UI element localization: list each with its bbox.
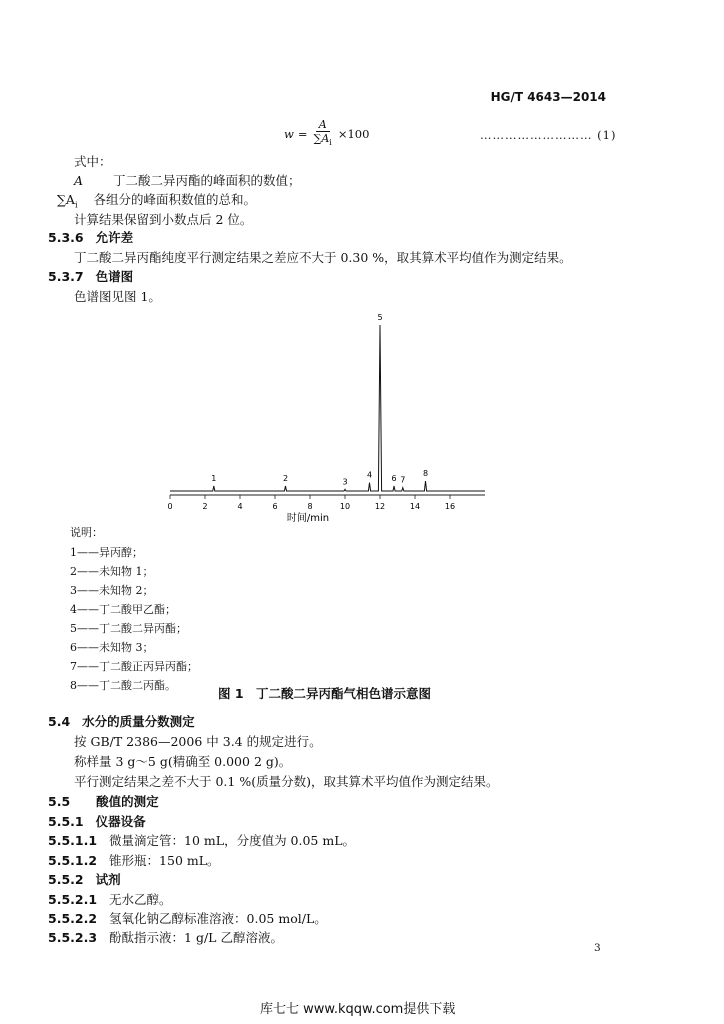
section-text: 氢氧化钠乙醇标准溶液：0.05 mol/L。 xyxy=(109,911,327,926)
x-tick-label: 6 xyxy=(272,502,278,511)
x-tick-label: 0 xyxy=(167,502,173,511)
where-item-sum xyxy=(57,190,256,210)
section-number: 5.5.2 xyxy=(48,872,84,887)
section-5-3-6-heading xyxy=(48,228,133,246)
section-5-3-7-heading xyxy=(48,267,133,285)
where-symbol-a: A xyxy=(74,173,84,188)
x-tick-label: 10 xyxy=(339,502,351,511)
x-tick-label: 14 xyxy=(409,502,421,511)
formula-eq: = xyxy=(297,126,308,141)
section-5-5-2-2 xyxy=(48,909,327,927)
x-axis-label: 时间/min xyxy=(286,513,330,524)
section-number: 5.5.2.3 xyxy=(48,930,98,945)
section-text: 微量滴定管：10 mL，分度值为 0.05 mL。 xyxy=(109,833,356,848)
chromatogram-trace xyxy=(170,325,485,491)
section-number: 5.5 xyxy=(48,794,71,809)
section-5-5-1-heading xyxy=(48,812,146,830)
formula-lhs: w xyxy=(284,126,294,141)
peak-label: 2 xyxy=(282,474,289,483)
where-symbol-sum: ∑A xyxy=(57,192,75,207)
peak-label: 1 xyxy=(211,474,217,483)
where-intro: 式中： xyxy=(74,154,112,169)
section-number: 5.5.2.1 xyxy=(48,892,98,907)
section-5-5-1-2 xyxy=(48,851,220,869)
legend-item: 3——未知物 2； xyxy=(70,584,154,597)
section-5-4-line: 按 GB/T 2386—2006 中 3.4 的规定进行。 xyxy=(74,734,322,749)
section-number: 5.3.7 xyxy=(48,269,84,284)
peak-label: 7 xyxy=(400,475,406,485)
section-number: 5.5.1.1 xyxy=(48,833,98,848)
formula-number xyxy=(480,128,616,142)
peak-label: 3 xyxy=(342,477,348,487)
legend-item: 2——未知物 1； xyxy=(70,565,154,578)
section-5-5-heading xyxy=(48,792,159,810)
x-tick-label: 12 xyxy=(374,502,386,511)
x-tick-label: 16 xyxy=(444,502,456,511)
section-number: 5.5.1 xyxy=(48,814,84,829)
section-5-5-2-heading xyxy=(48,870,121,888)
section-title: 允许差 xyxy=(95,230,134,245)
formula-1 xyxy=(284,118,369,149)
legend-item: 8——丁二酸二丙酯。 xyxy=(70,679,176,692)
section-5-5-2-3 xyxy=(48,928,283,946)
formula-dots: ……………………… xyxy=(480,128,593,142)
legend-item: 7——丁二酸正丙异丙酯； xyxy=(70,660,198,673)
formula-number-label: (1) xyxy=(597,128,617,142)
rounding-note: 计算结果保留到小数点后 2 位。 xyxy=(74,212,253,227)
x-tick-label: 8 xyxy=(307,502,313,511)
where-item-a xyxy=(74,171,301,189)
section-number: 5.5.2.2 xyxy=(48,911,98,926)
section-number: 5.5.1.2 xyxy=(48,853,98,868)
section-5-4-line: 称样量 3 g～5 g(精确至 0.000 2 g)。 xyxy=(74,754,292,769)
legend-title: 说明： xyxy=(70,526,103,539)
formula-denominator xyxy=(311,132,333,149)
section-5-4-line: 平行测定结果之差不大于 0.1 %(质量分数)，取其算术平均值作为测定结果。 xyxy=(74,774,499,789)
section-title: 仪器设备 xyxy=(95,814,146,829)
section-number: 5.4 xyxy=(48,714,71,729)
formula-fraction xyxy=(311,118,333,149)
page-number: 3 xyxy=(594,942,601,954)
peak-label: 8 xyxy=(422,469,429,478)
peak-label: 6 xyxy=(391,474,397,483)
section-text: 酚酞指示液：1 g/L 乙醇溶液。 xyxy=(109,930,283,945)
section-title: 试剂 xyxy=(95,872,121,887)
section-title: 色谱图 xyxy=(95,269,134,284)
figure-caption: 图 1 丁二酸二异丙酯气相色谱示意图 xyxy=(218,686,432,701)
where-desc-a: 丁二酸二异丙酯的峰面积的数值； xyxy=(113,173,301,188)
legend-item: 1——异丙醇； xyxy=(70,546,143,559)
section-text: 锥形瓶：150 mL。 xyxy=(109,853,220,868)
peak-label: 4 xyxy=(366,470,373,480)
formula-sigma: ∑ xyxy=(313,132,322,145)
formula-den-sub: i xyxy=(329,138,332,148)
footer-watermark: 库七七 www.kqqw.com提供下载 xyxy=(260,1002,456,1017)
x-tick-label: 4 xyxy=(237,502,243,511)
standard-number: HG/T 4643—2014 xyxy=(490,90,606,104)
section-title: 水分的质量分数测定 xyxy=(82,714,195,729)
where-desc-sum: 各组分的峰面积数值的总和。 xyxy=(93,192,257,207)
section-5-3-7-body: 色谱图见图 1。 xyxy=(74,289,161,304)
section-text: 无水乙醇。 xyxy=(109,892,172,907)
where-sub: i xyxy=(74,200,78,210)
chromatogram-chart xyxy=(150,305,500,527)
section-5-4-heading xyxy=(48,712,195,730)
section-title: 酸值的测定 xyxy=(96,794,159,809)
legend-item: 6——未知物 3； xyxy=(70,641,154,654)
section-5-5-1-1 xyxy=(48,831,355,849)
formula-den-var: A xyxy=(321,132,330,145)
section-5-3-6-body: 丁二酸二异丙酯纯度平行测定结果之差应不大于 0.30 %，取其算术平均值作为测定结果。 xyxy=(74,250,572,265)
x-tick-label: 2 xyxy=(202,502,208,511)
section-number: 5.3.6 xyxy=(48,230,84,245)
formula-numerator: A xyxy=(316,118,330,132)
peak-label: 5 xyxy=(377,313,383,322)
legend-item: 5——丁二酸二异丙酯； xyxy=(70,622,187,635)
formula-times: ×100 xyxy=(337,126,370,141)
section-5-5-2-1 xyxy=(48,890,172,908)
legend-item: 4——丁二酸甲乙酯； xyxy=(70,603,176,616)
